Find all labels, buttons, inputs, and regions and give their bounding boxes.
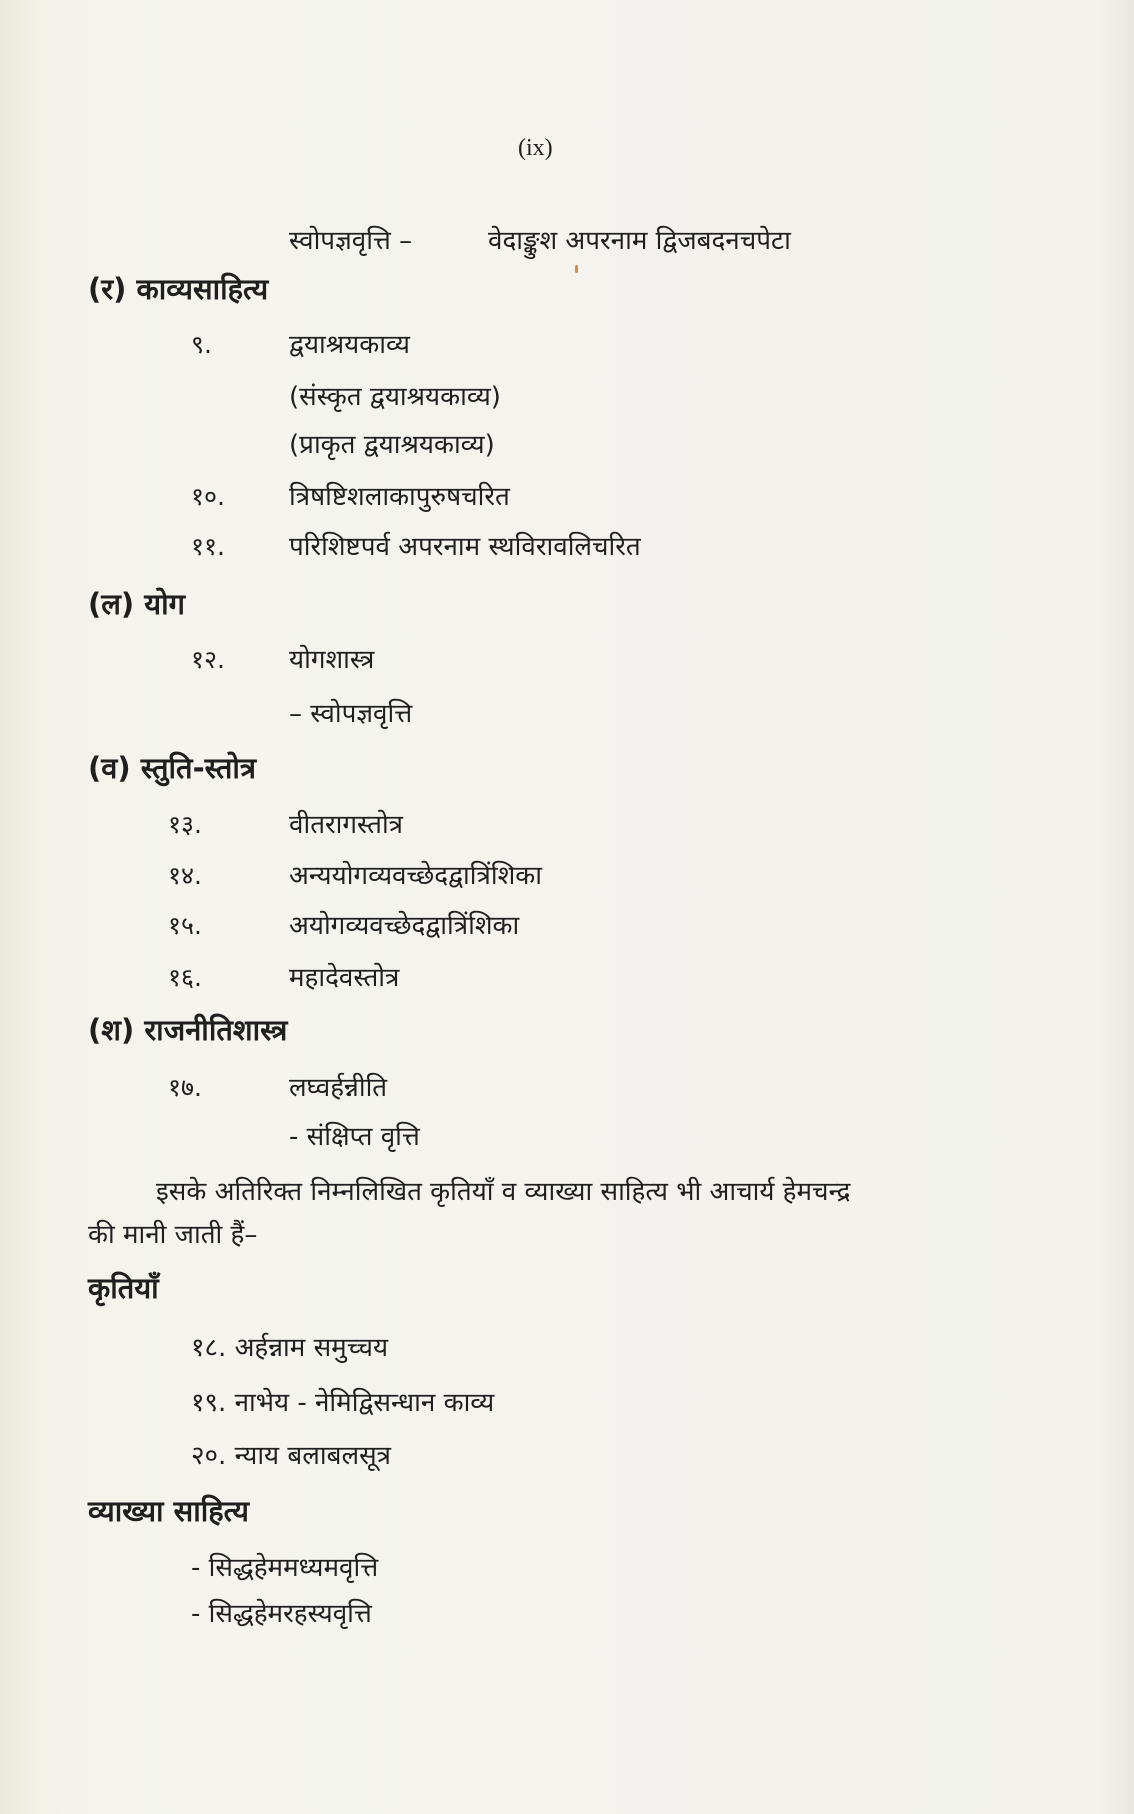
works-heading: कृतियाँ (88, 1271, 159, 1305)
commentary-heading: व्याख्या साहित्य (88, 1494, 249, 1528)
item-number: ९. (191, 330, 212, 359)
item-number: १४. (168, 861, 202, 890)
item-text: (प्राकृत द्वयाश्रयकाव्य) (289, 430, 495, 460)
top-line-text: वेदाङ्कुश अपरनाम द्विजबदनचपेटा (488, 226, 791, 256)
item-text: त्रिषष्टिशलाकापुरुषचरित (289, 482, 510, 512)
item-text: (संस्कृत द्वयाश्रयकाव्य) (289, 382, 501, 412)
top-line-label: स्वोपज्ञवृत्ति – (289, 226, 413, 256)
paragraph-line: इसके अतिरिक्त निम्नलिखित कृतियाँ व व्याख्या साहित्य भी आचार्य हेमचन्द्र (156, 1177, 851, 1207)
item-number: १६. (168, 963, 202, 992)
page-number: (ix) (518, 135, 553, 161)
item-text: अयोगव्यवच्छेदद्वात्रिंशिका (289, 911, 520, 941)
item-number: १५. (168, 911, 202, 940)
item-number: १०. (191, 482, 225, 511)
item-text: द्वयाश्रयकाव्य (289, 330, 410, 360)
item-number: १७. (168, 1073, 202, 1102)
item-number: ११. (191, 532, 225, 561)
item-number: १३. (168, 810, 202, 839)
item-text: परिशिष्टपर्व अपरनाम स्थविरावलिचरित (289, 532, 641, 562)
work-item: १८. अर्हन्नाम समुच्चय (191, 1333, 389, 1363)
work-item: १९. नाभेय - नेमिद्विसन्धान काव्य (191, 1388, 495, 1418)
item-text: अन्ययोगव्यवच्छेदद्वात्रिंशिका (289, 861, 542, 891)
ink-speck (575, 265, 578, 273)
item-text: लघ्वर्हन्नीति (289, 1073, 388, 1103)
section-heading: (श) राजनीतिशास्त्र (88, 1013, 288, 1047)
commentary-item: - सिद्धहेममध्यमवृत्ति (191, 1553, 379, 1583)
item-number: १२. (191, 645, 225, 674)
section-heading: (र) काव्यसाहित्य (88, 272, 269, 306)
item-text: महादेवस्तोत्र (289, 963, 400, 993)
paragraph-line: की मानी जाती हैं– (88, 1220, 258, 1250)
section-heading: (ल) योग (88, 587, 185, 621)
item-text: - संक्षिप्त वृत्ति (289, 1122, 420, 1152)
commentary-item: - सिद्धहेमरहस्यवृत्ति (191, 1599, 372, 1629)
work-item: २०. न्याय बलाबलसूत्र (191, 1441, 392, 1471)
item-text: वीतरागस्तोत्र (289, 810, 404, 840)
item-text: – स्वोपज्ञवृत्ति (289, 699, 413, 729)
section-heading: (व) स्तुति-स्तोत्र (88, 751, 256, 785)
item-text: योगशास्त्र (289, 645, 375, 675)
